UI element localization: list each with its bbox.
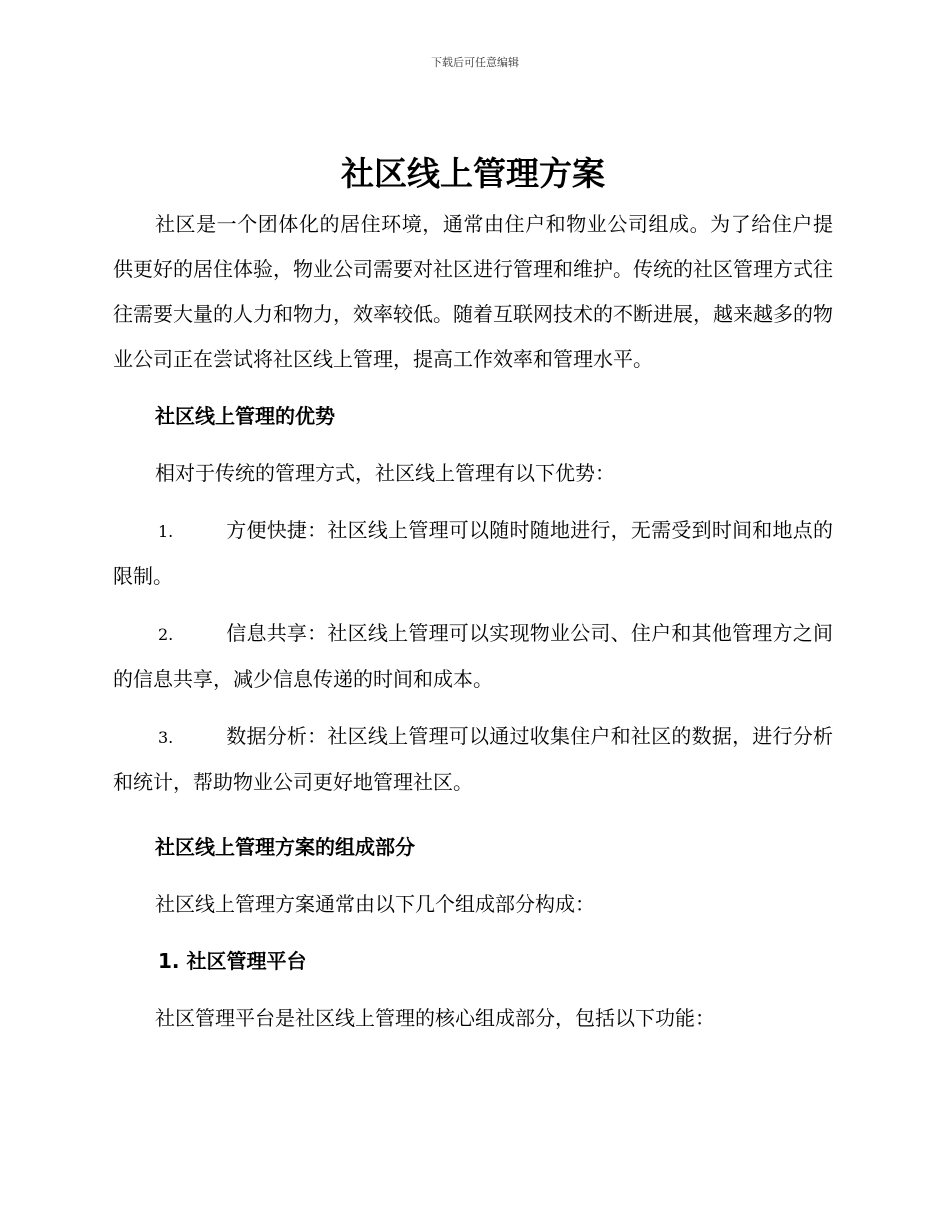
section-1-heading: 1. 社区管理平台 xyxy=(158,949,307,973)
intro-paragraph: 社区是一个团体化的居住环境，通常由住户和物业公司组成。为了给住户提供更好的居住体验，物业公司需要对社区进行管理和维护。传统的社区管理方式往往需要大量的人力和物力，效率较低。随着互联网技术的不断进展，越来越多的物业公司正在尝试将社区线上管理，提高工作效率和管理水平。 xyxy=(113,212,833,371)
section-1-lead: 社区管理平台是社区线上管理的核心组成部分，包括以下功能： xyxy=(155,1006,715,1030)
advantages-heading: 社区线上管理的优势 xyxy=(155,404,335,428)
list-item xyxy=(113,714,833,805)
list-number: 3. xyxy=(158,728,174,747)
list-number: 2. xyxy=(158,625,174,644)
list-item xyxy=(113,508,833,599)
list-item xyxy=(113,611,833,702)
components-lead: 社区线上管理方案通常由以下几个组成部分构成： xyxy=(155,892,595,916)
components-heading: 社区线上管理方案的组成部分 xyxy=(155,835,415,859)
header-note: 下载后可任意编辑 xyxy=(431,56,519,69)
document-body xyxy=(113,152,833,1041)
list-text: 信息共享：社区线上管理可以实现物业公司、住户和其他管理方之间的信息共享，减少信息传递的时间和成本。 xyxy=(113,621,833,691)
advantages-lead: 相对于传统的管理方式，社区线上管理有以下优势： xyxy=(155,461,615,485)
list-number: 1. xyxy=(158,522,174,541)
list-text: 数据分析：社区线上管理可以通过收集住户和社区的数据，进行分析和统计，帮助物业公司更好地管理社区。 xyxy=(113,724,833,794)
document-title: 社区线上管理方案 xyxy=(341,154,605,193)
list-text: 方便快捷：社区线上管理可以随时随地进行，无需受到时间和地点的限制。 xyxy=(113,518,833,588)
